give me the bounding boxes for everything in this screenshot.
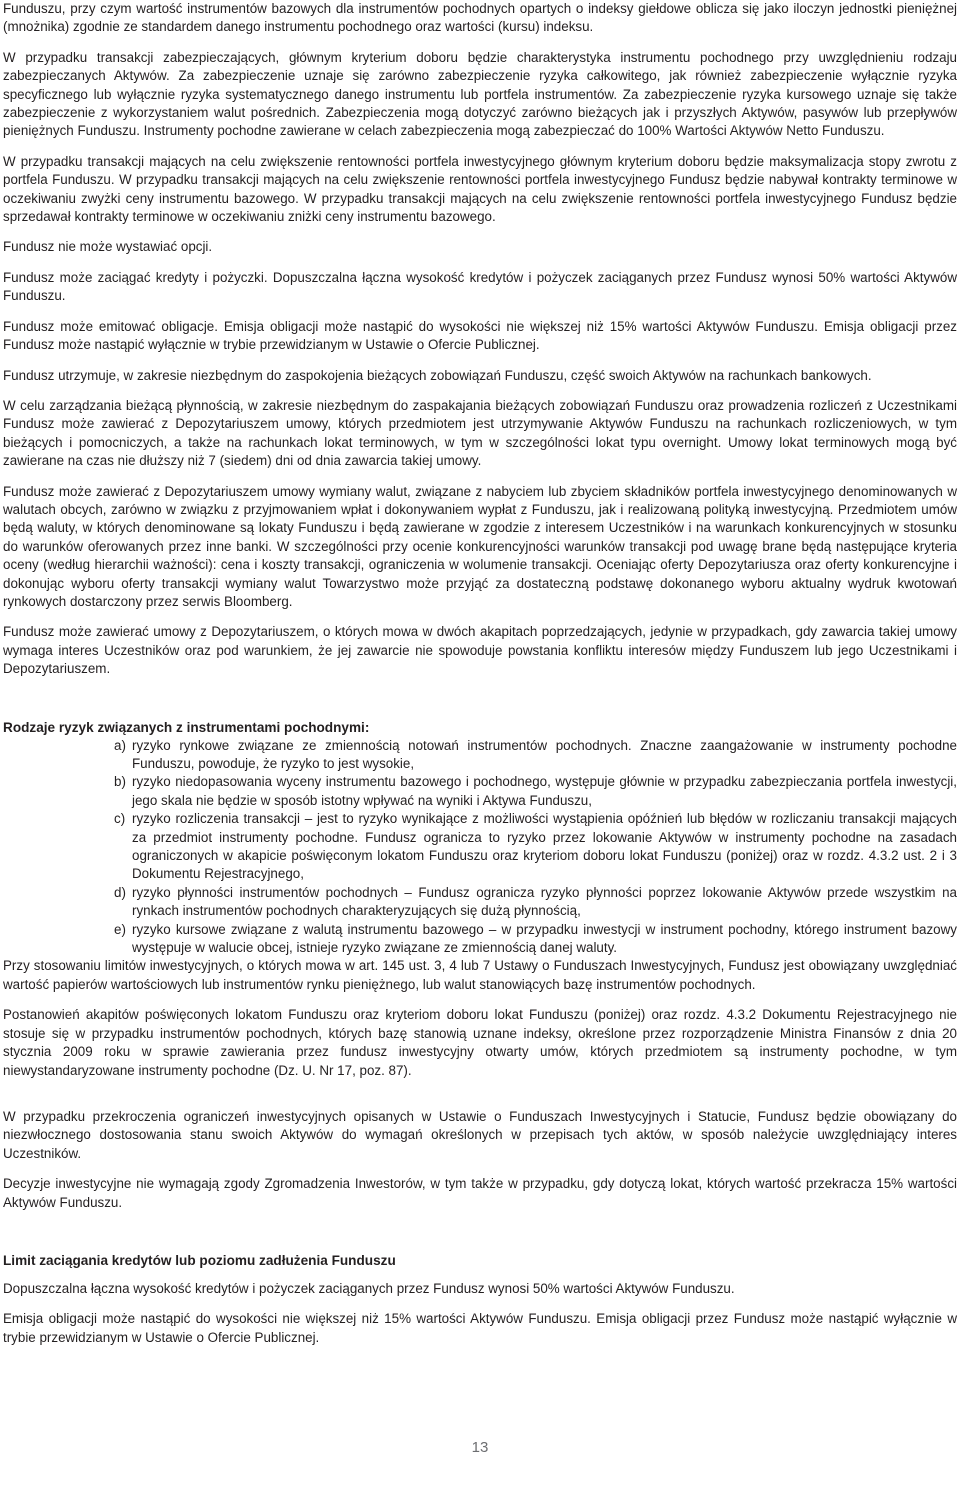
list-marker: d) xyxy=(114,884,126,900)
paragraph-bond-limit: Emisja obligacji może nastąpić do wysokości nie większej niż 15% wartości Aktywów Funduszu. Emisja obligacji przez Fundusz może nastąpić wyłącznie w trybie przewidzianym w Ustawie o Ofercie Publicznej. xyxy=(3,1311,957,1345)
list-item xyxy=(114,810,957,884)
list-item xyxy=(114,921,957,958)
paragraph-investment-limits: Przy stosowaniu limitów inwestycyjnych, o których mowa w art. 145 ust. 3, 4 lub 7 Ustawy o Funduszach Inwestycyjnych, Fundusz jest obowiązany uwzględniać wartość papierów wartościowych lub instrumentów rynku pieniężnego, lub walut stanowiących bazę instrumentów pochodnych. xyxy=(3,958,957,992)
page-number: 13 xyxy=(471,1439,489,1456)
paragraph-bonds: Fundusz może emitować obligacje. Emisja obligacji może nastąpić do wysokości nie większej niż 15% wartości Aktywów Funduszu. Emisja obligacji przez Fundusz może nastąpić wyłącznie w trybie przewidzianym w Ustawie o Ofercie Publicznej. xyxy=(3,318,957,353)
paragraph-index-derivatives-exception: Postanowień akapitów poświęconych lokatom Funduszu oraz kryteriom doboru lokat Funduszu (poniżej) oraz rozdz. 4.3.2 Dokumentu Rejestracyjnego nie stosuje się w przypadku instrumentów pochodnych, których bazę stanowią uznane indeksy, określone przez rozporządzenie Ministra Finansów z dnia 20 stycznia 2009 roku w sprawie zawierania przez fundusz inwestycyjny otwarty umów, których przedmiotem są instrumenty pochodne, w tym niewystandaryzowane instrumenty pochodne (Dz. U. Nr 17, poz. 87). xyxy=(3,1007,957,1078)
paragraph-currency-exchange: Fundusz może zawierać z Depozytariuszem umowy wymiany walut, związane z nabyciem lub zbyciem składników portfela inwestycyjnego denominowanych w walutach obcych, zarówno w związku z przyjmowaniem wpłat i dokonywaniem wypłat z Funduszu, jak i realizowaną polityką inwestycyjną. Przedmiotem umów będą waluty, w których denominowane są lokaty Funduszu i będą zawierane w zgodzie z interesem Uczestników i na warunkach konkurencyjnych w stosunku do warunków oferowanych przez inne banki. W szczególności przy ocenie konkurencyjności warunków transakcji pod uwagę brane będą następujące kryteria oceny (według hierarchii ważności): cena i koszty transakcji, ograniczenia w wolumenie transakcji. Oceniając oferty Depozytariusza oraz oferty konkurencyjne i dokonując wyboru oferty transakcji wymiany walut Towarzystwo może przyjąć za dostateczną podstawę dokonanego wyboru aktualny wydruk kwotowań rynkowych dostarczony przez serwis Bloomberg. xyxy=(3,483,957,609)
list-item-text: ryzyko rozliczenia transakcji – jest to ryzyko wynikające z możliwości wystąpienia opóźnień lub błędów w rozliczaniu transakcji mających za przedmiot instrumenty pochodne. Fundusz ogranicza to ryzyko przez lokowanie Aktywów w instrumenty pochodne na zasadach ograniczonych w akapicie poświęconym lokatom Funduszu oraz kryteriom doboru lokat Funduszu (poniżej) oraz w rozdz. 4.3.2 ust. 2 i 3 Dokumentu Rejestracyjnego, xyxy=(132,811,957,882)
paragraph-loan-limit: Dopuszczalna łączna wysokość kredytów i pożyczek zaciąganych przez Fundusz wynosi 50% wartości Aktywów Funduszu. xyxy=(3,1280,735,1296)
list-item-text: ryzyko kursowe związane z walutą instrumentu bazowego – w przypadku inwestycji w instrument pochodny, którego instrument bazowy występuje w walucie obcej, istnieje ryzyko związane ze zmiennością danej waluty. xyxy=(132,921,957,956)
paragraph-bank-accounts: Fundusz utrzymuje, w zakresie niezbędnym do zaspokojenia bieżących zobowiązań Funduszu, część swoich Aktywów na rachunkach bankowych. xyxy=(3,367,872,383)
paragraph-liquidity-management: W celu zarządzania bieżącą płynnością, w zakresie niezbędnym do zaspakajania bieżących zobowiązań Funduszu oraz prowadzenia rozliczeń z Uczestnikami Fundusz może zawierać z Depozytariuszem umowy, których przedmiotem jest utrzymywanie Aktywów Funduszu na rachunkach rozliczeniowych, w tym bieżących i pomocniczych, a także na rachunkach lokat terminowych, w tym w szczególności lokat typu overnight. Umowy lokat terminowych mogą być zawierane na czas nie dłuższy niż 7 (siedem) dni od dnia zawarcia takiej umowy. xyxy=(3,397,957,469)
list-marker: b) xyxy=(114,774,126,790)
paragraph-profitability-transactions: W przypadku transakcji mających na celu zwiększenie rentowności portfela inwestycyjnego głównym kryterium doboru będzie maksymalizacja stopy zwrotu z portfela Funduszu. W przypadku transakcji mających na celu zwiększenie rentowności portfela inwestycyjnego Fundusz będzie nabywał kontrakty terminowe w oczekiwaniu zwyżki ceny instrumentu bazowego. W przypadku transakcji mających na celu zwiększenie rentowności portfela inwestycyjnego Fundusz będzie sprzedawał kontrakty terminowe w oczekiwaniu zniżki ceny instrumentu bazowego. xyxy=(3,153,957,225)
list-marker: e) xyxy=(114,921,126,937)
list-item xyxy=(114,773,957,810)
list-item xyxy=(114,737,957,774)
paragraph-no-options: Fundusz nie może wystawiać opcji. xyxy=(3,239,213,255)
paragraph-limit-breach: W przypadku przekroczenia ograniczeń inwestycyjnych opisanych w Ustawie o Funduszach Inwestycyjnych i Statucie, Fundusz będzie obowiązany do niezwłocznego dostosowania stanu swoich Aktywów do wymagań określonych w przepisach tych aktów, w sposób należycie uwzględniający interes Uczestników. xyxy=(3,1108,957,1161)
list-marker: c) xyxy=(114,811,126,827)
list-item-text: ryzyko rynkowe związane ze zmiennością notowań instrumentów pochodnych. Znaczne zaangażowanie w instrumenty pochodne Funduszu, powoduje, że ryzyko to jest wysokie, xyxy=(132,737,957,771)
risks-list xyxy=(3,737,957,958)
list-item-text: ryzyko płynności instrumentów pochodnych – Fundusz ogranicza ryzyko płynności poprzez lokowanie Aktywów przede wszystkim na rynkach instrumentów pochodnych charakteryzujących się dużą płynnością, xyxy=(132,884,957,919)
list-item xyxy=(114,884,957,921)
paragraph-depositary-agreements: Fundusz może zawierać umowy z Depozytariuszem, o których mowa w dwóch akapitach poprzedzających, jedynie w przypadkach, gdy zawarcia takiej umowy wymaga interes Uczestników oraz pod warunkiem, że jej zawarcie nie spowoduje powstania konfliktu interesów między Funduszem lub jego Uczestnikami i Depozytariuszem. xyxy=(3,624,957,677)
limit-heading: Limit zaciągania kredytów lub poziomu zadłużenia Funduszu xyxy=(3,1252,396,1268)
paragraph-derivatives-index-value: Funduszu, przy czym wartość instrumentów bazowych dla instrumentów pochodnych opartych o indeksy giełdowe oblicza się jako iloczyn jednostki pieniężnej (mnożnika) zgodnie ze standardem danego instrumentu pochodnego oraz wartości (kursu) indeksu. xyxy=(3,1,957,35)
risks-heading: Rodzaje ryzyk związanych z instrumentami pochodnymi: xyxy=(3,719,370,735)
list-marker: a) xyxy=(114,737,126,753)
paragraph-loans: Fundusz może zaciągać kredyty i pożyczki. Dopuszczalna łączna wysokość kredytów i pożyczek zaciąganych przez Fundusz wynosi 50% wartości Aktywów Funduszu. xyxy=(3,269,957,304)
list-item-text: ryzyko niedopasowania wyceny instrumentu bazowego i pochodnego, występuje głównie w przypadku zabezpieczania portfela inwestycji, jego skala nie będzie w sposób istotny wpływać na wyniki i Aktywa Funduszu, xyxy=(132,774,957,808)
paragraph-investment-decisions: Decyzje inwestycyjne nie wymagają zgody Zgromadzenia Inwestorów, w tym także w przypadku, gdy dotyczą lokat, których wartość przekracza 15% wartości Aktywów Funduszu. xyxy=(3,1176,957,1210)
paragraph-hedging-transactions: W przypadku transakcji zabezpieczających, głównym kryterium doboru będzie charakterystyka instrumentu pochodnego przy uwzględnieniu rodzaju zabezpieczanych Aktywów. Za zabezpieczenie uznaje się zarówno zabezpieczenie ryzyka całkowitego, jak również zabezpieczenie wyłącznie ryzyka specyficznego lub wyłącznie ryzyka systematycznego danego instrumentu lub portfela instrumentów. Za zabezpieczenie ryzyka kursowego uznaje się także zabezpieczenie z wykorzystaniem walut pośrednich. Zabezpieczenia mogą dotyczyć zarówno bieżących jak i przyszłych Aktywów, pasywów lub przepływów pieniężnych Funduszu. Instrumenty pochodne zawierane w celach zabezpieczenia mogą zabezpieczać do 100% Wartości Aktywów Netto Funduszu. xyxy=(3,49,957,139)
